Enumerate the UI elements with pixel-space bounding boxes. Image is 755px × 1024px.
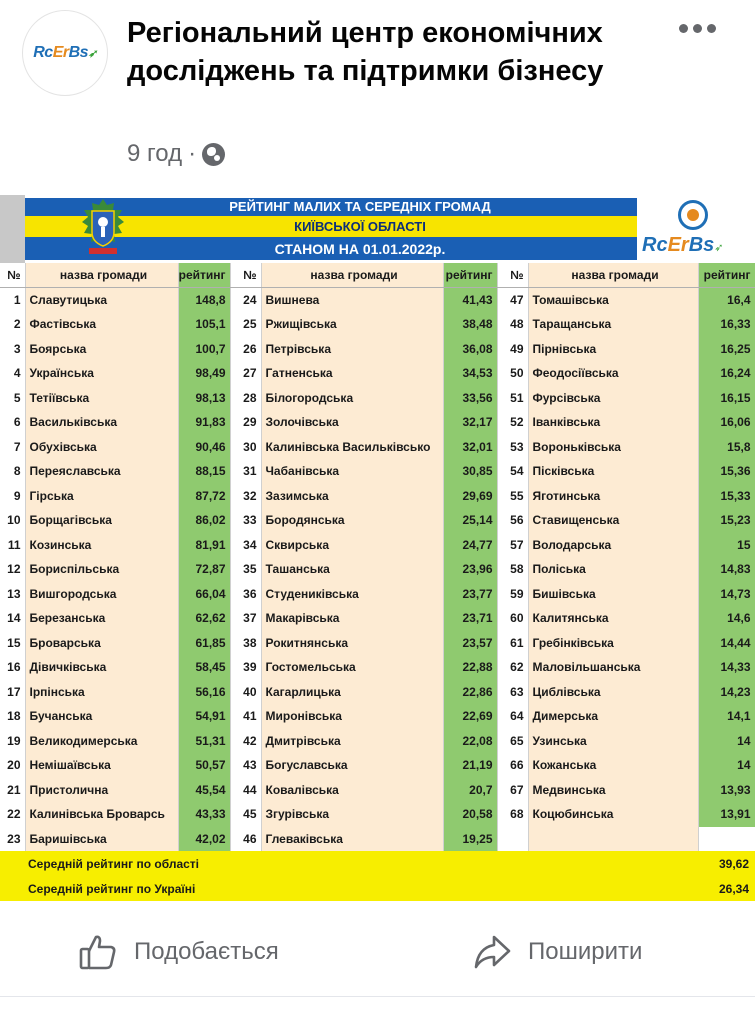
rank-cell: 20 <box>0 753 25 778</box>
rank-cell: 12 <box>0 557 25 582</box>
rank-cell: 5 <box>0 386 25 411</box>
community-name-cell: Немішаївська <box>25 753 178 778</box>
rank-cell: 40 <box>230 680 261 705</box>
community-name-cell: Вишгородська <box>25 582 178 607</box>
rating-value-cell: 13,93 <box>698 778 755 803</box>
page-name-link[interactable]: Регіональний центр економічних досліджень та підтримки бізнесу <box>127 17 604 87</box>
rank-cell: 18 <box>0 704 25 729</box>
more-options-button[interactable] <box>679 18 729 38</box>
rating-value-cell: 22,08 <box>443 729 497 754</box>
rating-value-cell: 42,02 <box>178 827 230 852</box>
table-row <box>0 582 755 607</box>
rating-value-cell: 36,08 <box>443 337 497 362</box>
table-row <box>0 410 755 435</box>
rating-value-cell: 50,57 <box>178 753 230 778</box>
community-name-cell: Іванківська <box>528 410 698 435</box>
community-name-cell: Фастівська <box>25 312 178 337</box>
rank-cell: 63 <box>497 680 528 705</box>
rank-cell: 13 <box>0 582 25 607</box>
rating-value-cell: 98,49 <box>178 361 230 386</box>
community-name-cell: Згурівська <box>261 802 443 827</box>
community-name-cell: Дмитрівська <box>261 729 443 754</box>
banner-logo <box>640 198 752 260</box>
rcerbs-logo-icon: RcErBs➶ <box>642 234 724 256</box>
rating-value-cell: 87,72 <box>178 484 230 509</box>
table-row <box>0 827 755 852</box>
rating-value-cell: 72,87 <box>178 557 230 582</box>
community-name-cell: Гребінківська <box>528 631 698 656</box>
rating-value-cell: 20,7 <box>443 778 497 803</box>
header-name: назва громади <box>261 263 443 288</box>
rating-value-cell: 56,16 <box>178 680 230 705</box>
rank-cell: 16 <box>0 655 25 680</box>
avg-ukraine-value: 26,34 <box>698 876 755 901</box>
community-name-cell: Сквирська <box>261 533 443 558</box>
rating-value-cell: 15,8 <box>698 435 755 460</box>
rating-value-cell: 29,69 <box>443 484 497 509</box>
rcerbs-emblem-icon <box>678 200 708 230</box>
rating-value-cell: 23,77 <box>443 582 497 607</box>
rating-value-cell: 32,01 <box>443 435 497 460</box>
rank-cell: 17 <box>0 680 25 705</box>
community-name-cell: Білогородська <box>261 386 443 411</box>
rank-cell: 64 <box>497 704 528 729</box>
rank-cell: 43 <box>230 753 261 778</box>
header-num: № <box>497 263 528 288</box>
community-name-cell: Обухівська <box>25 435 178 460</box>
rating-value-cell: 23,57 <box>443 631 497 656</box>
rank-cell: 28 <box>230 386 261 411</box>
rating-value-cell: 38,48 <box>443 312 497 337</box>
community-name-cell: Томашівська <box>528 288 698 313</box>
rating-value-cell: 16,24 <box>698 361 755 386</box>
rating-value-cell: 32,17 <box>443 410 497 435</box>
table-row <box>0 704 755 729</box>
rating-value-cell: 86,02 <box>178 508 230 533</box>
avg-region-value: 39,62 <box>698 851 755 876</box>
community-name-cell: Кагарлицька <box>261 680 443 705</box>
community-name-cell: Вороньківська <box>528 435 698 460</box>
rating-value-cell: 58,45 <box>178 655 230 680</box>
rank-cell: 39 <box>230 655 261 680</box>
avatar-logo-icon: RcErBs➶ <box>33 44 97 61</box>
avg-ukraine-row <box>0 876 755 901</box>
community-name-cell: Гостомельська <box>261 655 443 680</box>
post-meta <box>127 140 225 168</box>
rating-value-cell: 22,69 <box>443 704 497 729</box>
rank-cell: 24 <box>230 288 261 313</box>
community-name-cell: Пристолична <box>25 778 178 803</box>
rank-cell: 57 <box>497 533 528 558</box>
rank-cell: 48 <box>497 312 528 337</box>
rank-cell: 2 <box>0 312 25 337</box>
rating-value-cell: 105,1 <box>178 312 230 337</box>
rating-value-cell: 15 <box>698 533 755 558</box>
table-row <box>0 729 755 754</box>
rating-value-cell: 14,6 <box>698 606 755 631</box>
community-name-cell: Макарівська <box>261 606 443 631</box>
avg-ukraine-label: Середній рейтинг по Україні <box>0 876 698 901</box>
rating-value-cell: 24,77 <box>443 533 497 558</box>
rank-cell: 46 <box>230 827 261 852</box>
table-row <box>0 484 755 509</box>
rating-value-cell: 33,56 <box>443 386 497 411</box>
community-name-cell: Богуславська <box>261 753 443 778</box>
community-name-cell: Маловільшанська <box>528 655 698 680</box>
rating-value-cell: 90,46 <box>178 435 230 460</box>
table-row <box>0 361 755 386</box>
rating-value-cell: 15,36 <box>698 459 755 484</box>
community-name-cell: Борщагівська <box>25 508 178 533</box>
table-row <box>0 557 755 582</box>
post-time[interactable]: 9 год <box>127 140 183 167</box>
like-button[interactable] <box>76 928 279 976</box>
rank-cell: 59 <box>497 582 528 607</box>
rank-cell: 41 <box>230 704 261 729</box>
rating-value-cell: 14,23 <box>698 680 755 705</box>
rating-value-cell: 61,85 <box>178 631 230 656</box>
rank-cell: 33 <box>230 508 261 533</box>
rating-value-cell: 25,14 <box>443 508 497 533</box>
rank-cell: 27 <box>230 361 261 386</box>
community-name-cell: Ковалівська <box>261 778 443 803</box>
rating-value-cell: 16,33 <box>698 312 755 337</box>
rating-value-cell: 20,58 <box>443 802 497 827</box>
rating-value-cell: 91,83 <box>178 410 230 435</box>
table-row <box>0 802 755 827</box>
avg-region-row <box>0 851 755 876</box>
community-name-cell: Фурсівська <box>528 386 698 411</box>
rating-value-cell: 54,91 <box>178 704 230 729</box>
rating-value-cell: 14,44 <box>698 631 755 656</box>
community-name-cell: Бородянська <box>261 508 443 533</box>
community-name-cell: Калинівська Броварсь <box>25 802 178 827</box>
rank-cell: 65 <box>497 729 528 754</box>
community-name-cell: Гатненська <box>261 361 443 386</box>
rank-cell: 49 <box>497 337 528 362</box>
header-name: назва громади <box>25 263 178 288</box>
table-row <box>0 435 755 460</box>
community-name-cell: Бориспільська <box>25 557 178 582</box>
table-row <box>0 680 755 705</box>
coat-of-arms-icon <box>78 198 128 256</box>
rank-cell: 62 <box>497 655 528 680</box>
community-name-cell: Пісківська <box>528 459 698 484</box>
rating-value-cell: 15,23 <box>698 508 755 533</box>
rank-cell: 10 <box>0 508 25 533</box>
rank-cell: 30 <box>230 435 261 460</box>
rank-cell: 54 <box>497 459 528 484</box>
rating-value-cell: 14,1 <box>698 704 755 729</box>
rank-cell: 47 <box>497 288 528 313</box>
rank-cell: 37 <box>230 606 261 631</box>
community-name-cell: Ржищівська <box>261 312 443 337</box>
rating-value-cell: 45,54 <box>178 778 230 803</box>
header-rating: рейтинг <box>443 263 497 288</box>
header-rating: рейтинг <box>698 263 755 288</box>
rating-value-cell: 14,83 <box>698 557 755 582</box>
table-header-row <box>0 263 755 288</box>
community-name-cell: Баришівська <box>25 827 178 852</box>
rank-cell: 22 <box>0 802 25 827</box>
rating-value-cell: 81,91 <box>178 533 230 558</box>
community-name-cell: Димерська <box>528 704 698 729</box>
rating-value-cell: 14 <box>698 729 755 754</box>
rank-cell: 52 <box>497 410 528 435</box>
table-banner <box>0 195 755 263</box>
rating-value-cell: 88,15 <box>178 459 230 484</box>
rating-value-cell: 34,53 <box>443 361 497 386</box>
dot-icon <box>707 24 716 33</box>
divider <box>0 996 755 997</box>
rank-cell <box>497 827 528 852</box>
community-name-cell: Узинська <box>528 729 698 754</box>
rating-value-cell: 21,19 <box>443 753 497 778</box>
rank-cell: 45 <box>230 802 261 827</box>
rating-value-cell: 14,73 <box>698 582 755 607</box>
rank-cell: 38 <box>230 631 261 656</box>
table-row <box>0 778 755 803</box>
rank-cell: 14 <box>0 606 25 631</box>
post-header <box>0 0 755 190</box>
rank-cell: 35 <box>230 557 261 582</box>
community-name-cell: Бучанська <box>25 704 178 729</box>
rank-cell: 26 <box>230 337 261 362</box>
rating-value-cell: 19,25 <box>443 827 497 852</box>
community-name-cell: Ірпінська <box>25 680 178 705</box>
community-name-cell: Ставищенська <box>528 508 698 533</box>
rating-value-cell: 62,62 <box>178 606 230 631</box>
rank-cell: 7 <box>0 435 25 460</box>
rank-cell: 44 <box>230 778 261 803</box>
table-row <box>0 753 755 778</box>
rank-cell: 25 <box>230 312 261 337</box>
rating-value-cell: 15,33 <box>698 484 755 509</box>
rank-cell: 50 <box>497 361 528 386</box>
community-name-cell: Бишівська <box>528 582 698 607</box>
community-name-cell: Боярська <box>25 337 178 362</box>
table-row <box>0 631 755 656</box>
rating-value-cell: 14 <box>698 753 755 778</box>
community-name-cell: Яготинська <box>528 484 698 509</box>
table-row <box>0 386 755 411</box>
community-name-cell: Пірнівська <box>528 337 698 362</box>
post-actions <box>0 920 755 984</box>
rating-value-cell: 51,31 <box>178 729 230 754</box>
community-name-cell: Козинська <box>25 533 178 558</box>
community-name-cell: Медвинська <box>528 778 698 803</box>
rank-cell: 61 <box>497 631 528 656</box>
banner-title-line2: КИЇВСЬКОЇ ОБЛАСТІ <box>294 219 426 234</box>
community-name-cell: Петрівська <box>261 337 443 362</box>
rating-value-cell: 16,25 <box>698 337 755 362</box>
rating-value-cell: 23,96 <box>443 557 497 582</box>
community-name-cell: Тетіївська <box>25 386 178 411</box>
thumbs-up-icon <box>76 930 120 974</box>
community-name-cell: Славутицька <box>25 288 178 313</box>
rank-cell: 55 <box>497 484 528 509</box>
rank-cell: 32 <box>230 484 261 509</box>
rank-cell: 51 <box>497 386 528 411</box>
header-name: назва громади <box>528 263 698 288</box>
rating-value-cell: 98,13 <box>178 386 230 411</box>
rank-cell: 15 <box>0 631 25 656</box>
rating-table-body <box>0 288 755 852</box>
rank-cell: 9 <box>0 484 25 509</box>
community-name-cell: Великодимерська <box>25 729 178 754</box>
rank-cell: 21 <box>0 778 25 803</box>
community-name-cell: Калитянська <box>528 606 698 631</box>
banner-date: СТАНОМ НА 01.01.2022р. <box>274 241 446 257</box>
community-name-cell: Вишнева <box>261 288 443 313</box>
rank-cell: 19 <box>0 729 25 754</box>
community-name-cell: Глеваківська <box>261 827 443 852</box>
rank-cell: 56 <box>497 508 528 533</box>
rank-cell: 29 <box>230 410 261 435</box>
share-button[interactable] <box>470 928 642 976</box>
community-name-cell: Дівичківська <box>25 655 178 680</box>
rank-cell: 31 <box>230 459 261 484</box>
rating-value-cell: 41,43 <box>443 288 497 313</box>
rating-value-cell: 14,33 <box>698 655 755 680</box>
rank-cell: 23 <box>0 827 25 852</box>
rating-value-cell: 16,06 <box>698 410 755 435</box>
community-name-cell: Калинівська Васильківсько <box>261 435 443 460</box>
community-name-cell: Українська <box>25 361 178 386</box>
rating-value-cell: 13,91 <box>698 802 755 827</box>
rating-value-cell: 16,15 <box>698 386 755 411</box>
table-row <box>0 312 755 337</box>
dot-icon <box>693 24 702 33</box>
header-num: № <box>0 263 25 288</box>
community-name-cell: Рокитнянська <box>261 631 443 656</box>
rank-cell: 11 <box>0 533 25 558</box>
community-name-cell: Коцюбинська <box>528 802 698 827</box>
header-rating: рейтинг <box>178 263 230 288</box>
rank-cell: 4 <box>0 361 25 386</box>
rating-value-cell: 23,71 <box>443 606 497 631</box>
table-row <box>0 459 755 484</box>
rating-value-cell: 16,4 <box>698 288 755 313</box>
community-name-cell: Березанська <box>25 606 178 631</box>
rank-cell: 36 <box>230 582 261 607</box>
rating-value-cell: 30,85 <box>443 459 497 484</box>
rank-cell: 6 <box>0 410 25 435</box>
community-name-cell: Переяславська <box>25 459 178 484</box>
community-name-cell: Броварська <box>25 631 178 656</box>
meta-separator: · <box>188 140 197 167</box>
header-num: № <box>230 263 261 288</box>
page-avatar[interactable] <box>22 10 108 96</box>
community-name-cell: Ташанська <box>261 557 443 582</box>
rank-cell: 8 <box>0 459 25 484</box>
community-name-cell: Поліська <box>528 557 698 582</box>
banner-gray-block <box>0 195 25 263</box>
community-name-cell: Кожанська <box>528 753 698 778</box>
share-arrow-icon <box>470 930 514 974</box>
community-name-cell: Зазимська <box>261 484 443 509</box>
globe-icon[interactable] <box>202 143 225 166</box>
rank-cell: 58 <box>497 557 528 582</box>
community-name-cell: Миронівська <box>261 704 443 729</box>
rating-value-cell: 22,86 <box>443 680 497 705</box>
rank-cell: 60 <box>497 606 528 631</box>
rating-table <box>0 263 755 901</box>
avg-region-label: Середній рейтинг по області <box>0 851 698 876</box>
community-name-cell: Студениківська <box>261 582 443 607</box>
rank-cell: 3 <box>0 337 25 362</box>
rank-cell: 1 <box>0 288 25 313</box>
rating-value-cell: 43,33 <box>178 802 230 827</box>
community-name-cell: Чабанівська <box>261 459 443 484</box>
rating-value-cell: 100,7 <box>178 337 230 362</box>
community-name-cell: Таращанська <box>528 312 698 337</box>
community-name-cell: Васильківська <box>25 410 178 435</box>
rank-cell: 67 <box>497 778 528 803</box>
dot-icon <box>679 24 688 33</box>
community-name-cell: Гірська <box>25 484 178 509</box>
table-row <box>0 606 755 631</box>
rank-cell: 68 <box>497 802 528 827</box>
rating-value-cell: 22,88 <box>443 655 497 680</box>
rating-value-cell: 148,8 <box>178 288 230 313</box>
community-name-cell: Володарська <box>528 533 698 558</box>
rank-cell: 66 <box>497 753 528 778</box>
rating-value-cell <box>698 827 755 852</box>
rank-cell: 42 <box>230 729 261 754</box>
community-name-cell: Циблівська <box>528 680 698 705</box>
community-name-cell <box>528 827 698 852</box>
table-row <box>0 508 755 533</box>
rank-cell: 53 <box>497 435 528 460</box>
community-name-cell: Феодосіївська <box>528 361 698 386</box>
like-label: Подобається <box>134 938 279 965</box>
post-image[interactable] <box>0 195 755 905</box>
table-row <box>0 655 755 680</box>
table-row <box>0 288 755 313</box>
rating-value-cell: 66,04 <box>178 582 230 607</box>
table-row <box>0 533 755 558</box>
share-label: Поширити <box>528 938 643 965</box>
banner-title-line1: РЕЙТИНГ МАЛИХ ТА СЕРЕДНІХ ГРОМАД <box>229 199 491 214</box>
table-row <box>0 337 755 362</box>
community-name-cell: Золочівська <box>261 410 443 435</box>
rank-cell: 34 <box>230 533 261 558</box>
